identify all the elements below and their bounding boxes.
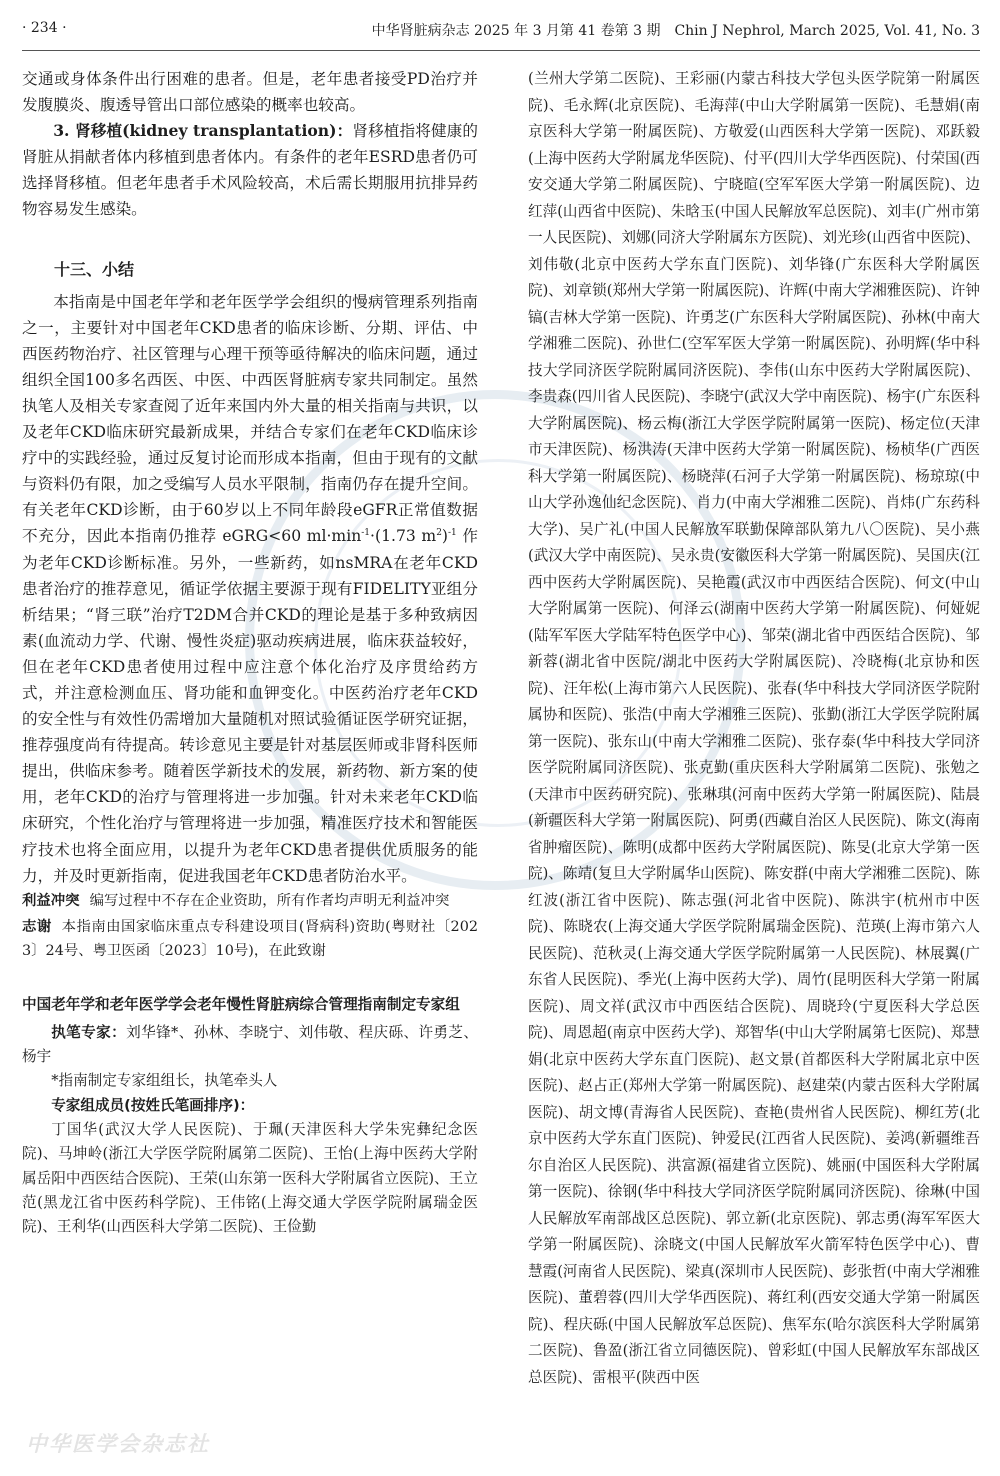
summary-section-title: 十三、小结 <box>54 259 135 279</box>
transplant-paragraph <box>22 118 478 222</box>
publisher-logo: 中华医学会杂志社 <box>26 1431 210 1456</box>
right-column <box>528 66 980 1456</box>
summary-rest: 作为老年CKD诊断标准。另外，一些新药，如nsMRA在老年CKD患者治疗的推荐意见，循证学依据主要源于现有FIDELITY亚组分析结果；“肾三联”治疗T2DM合并CKD的理论是基于多种致病因素(血流动力学、代谢、慢性炎症)驱动疾病进展，临床获益较好，但在老年CKD患者使用过程中应注意个体化治疗及序贯给药方式，并注意检测血压、肾功能和血钾变化。中医药治疗老年CKD的安全性与有效性仍需增加大量随机对照试验循证医学研究证据，推荐强度尚有待提高。转诊意见主要是针对基层医师或非肾科医师提出，供临床参考。随着医学新技术的发展，新药物、新方案的使用，老年CKD的治疗与管理将进一步加强。针对未来老年CKD临床研究，个性化治疗与管理将进一步加强，精准医疗技术和智能医疗技术也将全面应用，以提升为老年CKD患者提供优质服务的能力，并及时更新指南，促进我国老年CKD患者防治水平。 <box>22 527 478 885</box>
unit-exponent: -1 <box>361 528 371 539</box>
summary-egfr-text: 有关老年CKD诊断，由于60岁以上不同年龄段eGFR正常值数据不充分，因此本指南仍推荐 eGRG<60 ml·min <box>22 501 479 546</box>
transplant-label: 3. 肾移植(kidney transplantation)： <box>53 121 353 141</box>
coi-text: 编写过程中不存在企业资助，所有作者均声明无利益冲突 <box>89 892 450 909</box>
writers-line <box>22 1021 478 1070</box>
committee-title: 中国老年学和老年医学学会老年慢性肾脏病综合管理指南制定专家组 <box>22 995 460 1013</box>
leader-footnote: *指南制定专家组组长，执笔牵头人 <box>51 1072 278 1090</box>
ack-text: 本指南由国家临床重点专科建设项目(肾病科)资助(粤财社〔2023〕24号、粤卫医函〔2023〕10号)，在此致谢 <box>22 918 478 959</box>
transplant-text: 肾移植指将健康的肾脏从捐献者体内移植到患者体内。有条件的老年ESRD患者仍可选择肾移植。但老年患者手术风险较高，术后需长期服用抗排异药物容易发生感染。 <box>22 122 478 219</box>
dialysis-paragraph-end: 交通或身体条件出行困难的患者。但是，老年患者接受PD治疗并发腹膜炎、腹透导管出口部位感染的概率也较高。 <box>22 70 478 115</box>
members-heading: 专家组成员(按姓氏笔画排序)： <box>51 1096 255 1114</box>
left-column <box>22 66 478 1466</box>
header-rule <box>22 50 980 51</box>
conflict-of-interest <box>22 889 478 913</box>
running-header <box>22 16 980 40</box>
members-list-left: 丁国华(武汉大学人民医院)、于珮(天津医科大学朱宪彝纪念医院)、马坤岭(浙江大学医学院附属第二医院)、王怡(上海中医药大学附属岳阳中西医结合医院)、王荣(山东第一医科大学附属省立医院)、王立范(黑龙江省中医药科学院)、王伟铭(上海交通大学医学院附属瑞金医院)、王利华(山西医科大学第二医院)、王俭勤 <box>22 1120 478 1236</box>
members-list-right: (兰州大学第二医院)、王彩丽(内蒙古科技大学包头医学院第一附属医院)、毛永辉(北京医院)、毛海萍(中山大学附属第一医院)、毛慧娟(南京医科大学第一附属医院)、方敬爱(山西医科大学第一医院)、邓跃毅(上海中医药大学附属龙华医院)、付平(四川大学华西医院)、付荣国(西安交通大学第二附属医院)、宁晓暄(空军军医大学第一附属医院)、边红萍(山西省中医院)、朱晗玉(中国人民解放军总医院)、刘丰(广州市第一人民医院)、刘娜(同济大学附属东方医院)、刘光珍(山西省中医院)、刘伟敬(北京中医药大学东直门医院)、刘华锋(广东医科大学附属医院)、刘章锁(郑州大学第一附属医院)、许辉(中南大学湘雅医院)、许钟镐(吉林大学第一医院)、许勇芝(广东医科大学附属医院)、孙林(中南大学湘雅二医院)、孙世仁(空军军医大学第一附属医院)、孙明辉(华中科技大学同济医学院附属同济医院)、李伟(山东中医药大学附属医院)、李贵森(四川省人民医院)、李晓宁(武汉大学中南医院)、杨宇(广东医科大学附属医院)、杨云梅(浙江大学医学院附属第一医院)、杨定位(天津市天津医院)、杨洪涛(天津中医药大学第一附属医院)、杨桢华(广西医科大学第一附属医院)、杨晓萍(石河子大学第一附属医院)、杨琼琼(中山大学孙逸仙纪念医院)、肖力(中南大学湘雅二医院)、肖炜(广东药科大学)、吴广礼(中国人民解放军联勤保障部队第九八〇医院)、吴小燕(武汉大学中南医院)、吴永贵(安徽医科大学第一附属医院)、吴国庆(江西中医药大学附属医院)、吴艳霞(武汉市中西医结合医院)、何文(中山大学附属第一医院)、何泽云(湖南中医药大学第一附属医院)、何娅妮(陆军军医大学陆军特色医学中心)、邹荣(湖北省中西医结合医院)、邹新蓉(湖北省中医院/湖北中医药大学附属医院)、冷晓梅(北京协和医院)、汪年松(上海市第六人民医院)、张春(华中科技大学同济医学院附属协和医院)、张浩(中南大学湘雅三医院)、张勤(浙江大学医学院附属第一医院)、张东山(中南大学湘雅二医院)、张存泰(华中科技大学同济医学院附属同济医院)、张克勤(重庆医科大学附属第二医院)、张勉之(天津市中医药研究院)、张琳琪(河南中医药大学第一附属医院)、陆晨(新疆医科大学第一附属医院)、阿勇(西藏自治区人民医院)、陈文(海南省肿瘤医院)、陈明(成都中医药大学附属医院)、陈旻(北京大学第一医院)、陈靖(复旦大学附属华山医院)、陈安群(中南大学湘雅二医院)、陈红波(浙江省中医院)、陈志强(河北省中医院)、陈洪宇(杭州市中医院)、陈晓农(上海交通大学医学院附属瑞金医院)、范瑛(上海市第六人民医院)、范秋灵(上海交通大学医学院附属第一人民医院)、林展翼(广东省人民医院)、季光(上海中医药大学)、周竹(昆明医科大学第一附属医院)、周文祥(武汉市中西医结合医院)、周晓玲(宁夏医科大学总医院)、周恩超(南京中医药大学)、郑智华(中山大学附属第七医院)、郑慧娟(北京中医药大学东直门医院)、赵文景(首都医科大学附属北京中医医院)、赵占正(郑州大学第一附属医院)、赵建荣(内蒙古医科大学附属医院)、胡文博(青海省人民医院)、查艳(贵州省人民医院)、柳红芳(北京中医药大学东直门医院)、钟爱民(江西省人民医院)、姜鸿(新疆维吾尔自治区人民医院)、洪富源(福建省立医院)、姚丽(中国医科大学附属第一医院)、徐钢(华中科技大学同济医学院附属同济医院)、徐琳(中国人民解放军南部战区总医院)、郭立新(北京医院)、郭志勇(海军军医大学第一附属医院)、涂晓文(中国人民解放军火箭军特色医学中心)、曹慧霞(河南省人民医院)、梁真(深圳市人民医院)、彭张哲(中南大学湘雅医院)、董碧蓉(四川大学华西医院)、蒋红利(西安交通大学第一附属医院)、程庆砾(中国人民解放军总医院)、焦军东(哈尔滨医科大学附属第二医院)、鲁盈(浙江省立同德医院)、曾彩虹(中国人民解放军东部战区总医院)、雷根平(陕西中医 <box>528 70 980 1386</box>
ack-label: 志谢 <box>22 917 52 935</box>
page-number: · 234 · <box>22 20 67 36</box>
writers-names: 刘华锋*、孙林、李晓宁、刘伟敬、程庆砾、许勇芝、杨宇 <box>22 1023 478 1066</box>
writers-label: 执笔专家： <box>51 1023 127 1041</box>
unit-exponent: -1 <box>448 528 457 539</box>
acknowledgment <box>22 915 478 963</box>
summary-text: 本指南是中国老年学和老年医学学会组织的慢病管理系列指南之一，主要针对中国老年CKD患者的临床诊断、分期、评估、中西医药物治疗、社区管理与心理干预等亟待解决的临床问题，通过组织全国100多名西医、中医、中西医肾脏病专家共同制定。虽然执笔人及相关专家查阅了近年来国内外大量的相关指南与共识，以及老年CKD临床研究最新成果，并结合专家们在老年CKD临床诊疗中的实践经验，通过反复讨论而形成本指南，但由于现有的文献与资料仍有限，加之受编写人员水平限制，指南仍存在提升空间。 <box>22 292 478 494</box>
coi-label: 利益冲突 <box>22 891 80 909</box>
journal-citation: 中华肾脏病杂志 2025 年 3 月第 41 卷第 3 期 Chin J Nephrol, March 2025, Vol. 41, No. 3 <box>371 23 980 39</box>
summary-egfr-mid: ·(1.73 m <box>370 527 437 546</box>
summary-paragraph: 本指南是中国老年学和老年医学学会组织的慢病管理系列指南之一，主要针对中国老年CKD患者的临床诊断、分期、评估、中西医药物治疗、社区管理与心理干预等亟待解决的临床问题，通过组织全国100多名西医、中医、中西医肾脏病专家共同制定。虽然执笔人及相关专家查阅了近年来国内外大量的相关指南与共识，以及老年CKD临床研究最新成果，并结合专家们在老年CKD临床诊疗中的实践经验，通过反复讨论而形成本指南，但由于现有的文献与资料仍有限，加之受编写人员水平限制，指南仍存在提升空间。有关老年CKD诊断，由于60岁以上不同年龄段eGFR正常值数据不充分，因此本指南仍推荐 eGRG<60 $ml\cdot\min^{-1}\cdot(1.73$ $m^2)^{-1}$ 作为老年CKD诊断标准。另外，一些新药，如nsMRA在老年CKD患者治疗的推荐意见，循证学依据主要源于现有FIDELITY亚组分析结果；“肾三联”治疗T2DM合并CKD的理论是基于多种致病因素(血流动力学、代谢、慢性炎症)驱动疾病进展，临床获益较好，但在老年CKD患者使用过程中应注意个体化治疗及序贯给药方式，并注意检测血压、肾功能和血钾变化。中医药治疗老年CKD的安全性与有效性仍需增加大量随机对照试验循证医学研究证据，推荐强度尚有待提高。转诊意见主要是针对基层医师或非肾科医师提出，供临床参考。随着医学新技术的发展，新药物、新方案的使用，老年CKD的治疗与管理将进一步加强。针对未来老年CKD临床研究，个性化治疗与管理将进一步加强，精准医疗技术和智能医疗技术也将全面应用，以提升为老年CKD患者提供优质服务的能力，并及时更新指南，促进我国老年CKD患者防治水平。 <box>22 292 479 885</box>
unit-exponent: 2 <box>436 528 442 539</box>
